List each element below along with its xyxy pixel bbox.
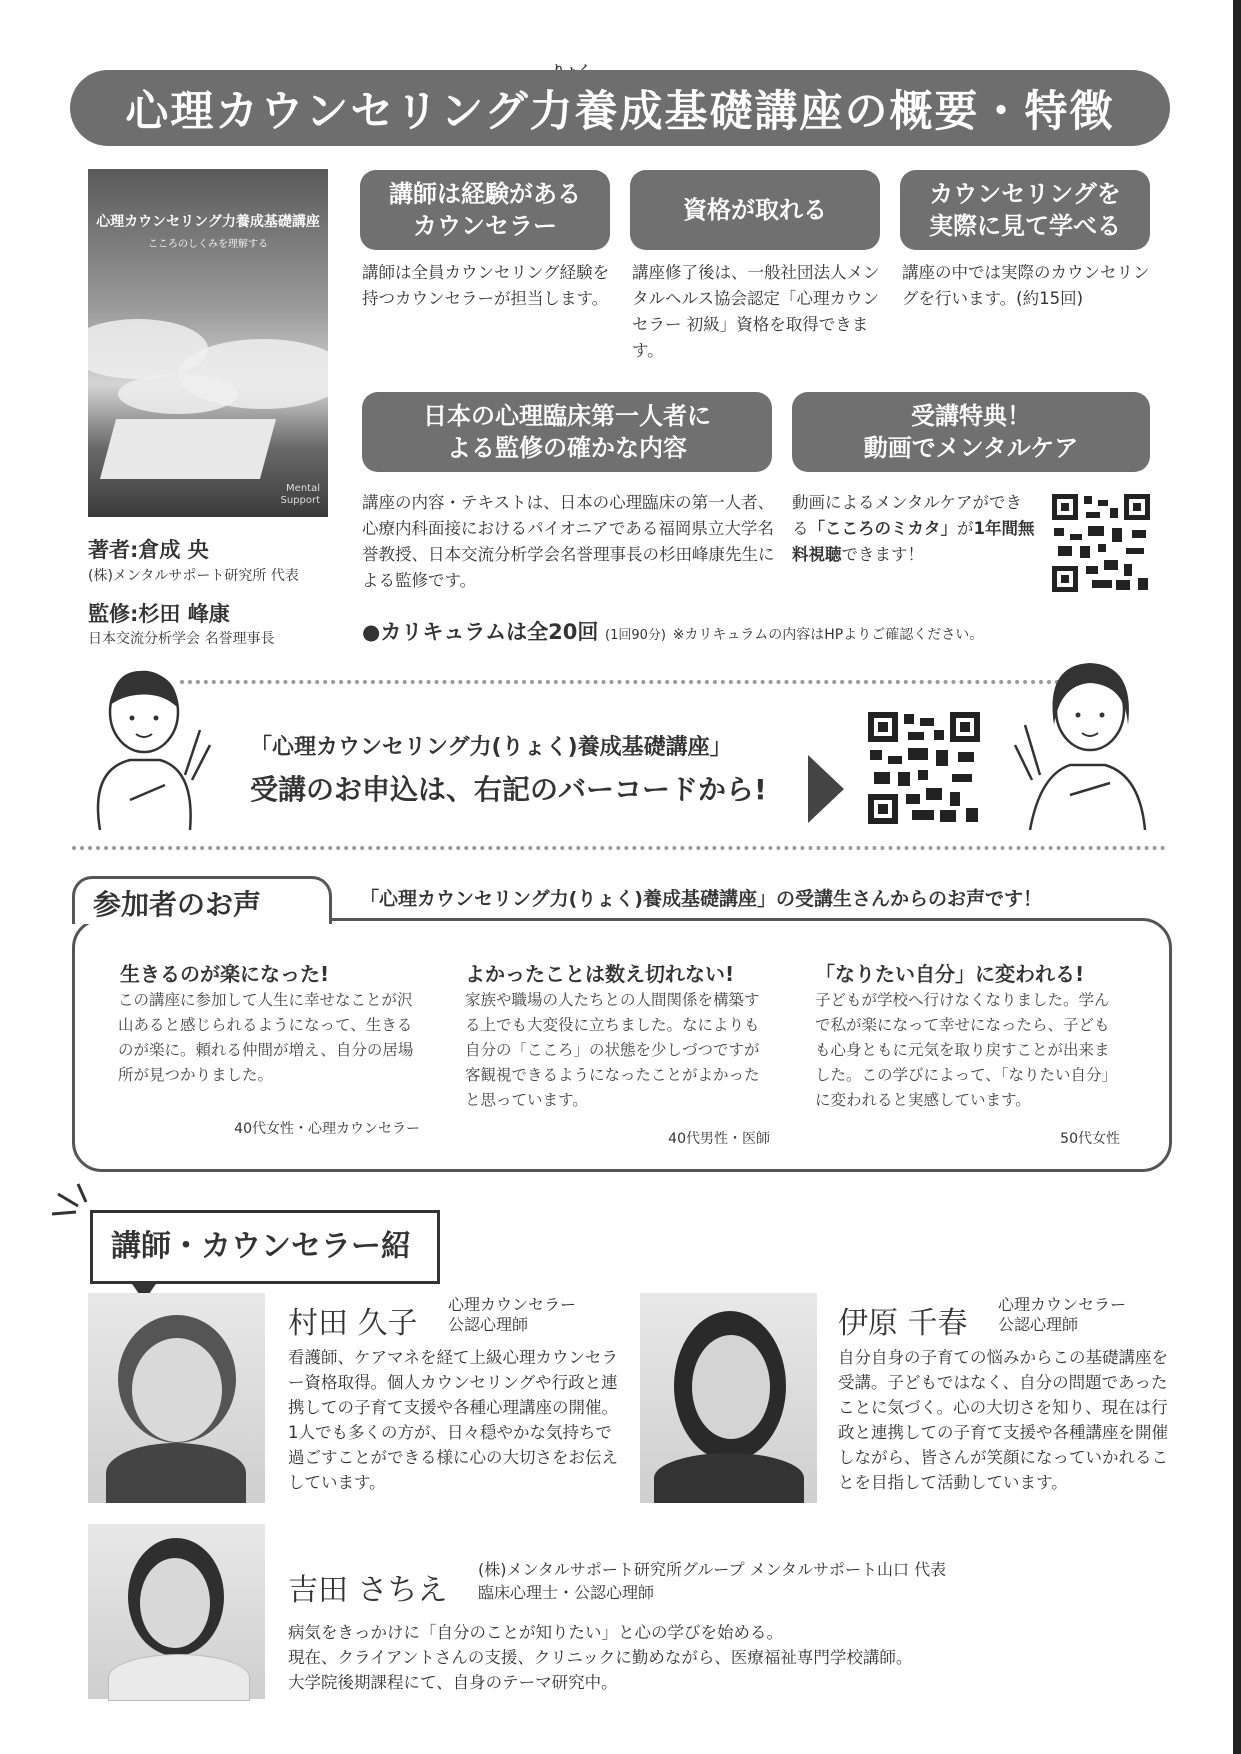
feature-desc-5: 動画によるメンタルケアができる「こころのミカタ」が1年間無料視聴できます！ [792,493,1035,564]
voice-2-text: 家族や職場の人たちとの人間関係を構築する上でも大変役に立ちました。なによりも自分の「こころ」の状態を少しづつですが客観視できるようになったことがよかったと思っています。 [465,991,760,1109]
author-label: 著者:倉成 央 [88,538,209,562]
instructor-2-role-2: 公認心理師 [998,1315,1079,1334]
divider-dotted-top [180,680,1060,684]
instructor-3-role-1: (株)メンタルサポート研究所グループ メンタルサポート山口 代表 [478,1560,947,1579]
instructor-2-role-1: 心理カウンセラー [998,1295,1127,1314]
instructor-1-role-2: 公認心理師 [448,1315,529,1334]
feature-certification: 資格が取れる [630,170,880,250]
instructors-heading: 講師・カウンセラー紹 [111,1229,411,1264]
illustration-left-person [70,660,220,830]
instructor-2-photo [640,1293,817,1503]
feature-desc-1: 講師は全員カウンセリング経験を持つカウンセラーが担当します。 [362,263,610,308]
instructor-3-photo [88,1524,265,1699]
instructor-1-name: 村田 久子 [288,1306,418,1341]
instructor-3-bio: 病気をきっかけに「自分のことが知りたい」と心の学びを始める。 現在、クライアントさんの支援、クリニックに勤めながら、医療福祉専門学校講師。 大学院後期課程にて、自身のテーマ研究中。 [288,1623,913,1692]
apply-line-2: 受講のお申込は、右記のバーコードから! [250,773,767,806]
book-title: 心理カウンセリング力養成基礎講座 [96,214,320,230]
qr-code-video[interactable] [1052,494,1150,592]
illustration-right-person [1010,655,1160,830]
book-brand: Mental Support [280,483,320,506]
voice-3-title: 「なりたい自分」に変われる! [815,962,1085,986]
voice-3-who: 50代女性 [1060,1131,1120,1147]
feature-experienced-counselor: 講師は経験がある カウンセラー [360,170,610,250]
voice-3-text: 子どもが学校へ行けなくなりました。学んで私が楽になって幸せになったら、子どもも心身ともに元気を取り戻すことが出来ました。この学びによって、「なりたい自分」に変われると実感しています。 [815,991,1117,1109]
right-edge-bar [1233,0,1241,1754]
voice-1-title: 生きるのが楽になった! [120,962,330,986]
instructor-1-role-1: 心理カウンセラー [448,1295,577,1314]
instructor-2-name: 伊原 千春 [838,1306,968,1341]
feature-watch-and-learn: カウンセリングを 実際に見て学べる [900,170,1150,250]
feature-supervision: 日本の心理臨床第一人者に よる監修の確かな内容 [362,392,772,472]
book-cover-image [88,169,328,517]
supervisor-label: 監修:杉田 峰康 [88,602,230,626]
feature-desc-2: 講座修了後は、一般社団法人メンタルヘルス協会認定「心理カウンセラー 初級」資格を取得できます。 [632,263,880,360]
divider-dotted-bottom [72,846,1166,850]
voice-2-who: 40代男性・医師 [668,1131,770,1147]
instructor-1-photo [88,1293,265,1503]
instructor-3-name: 吉田 さちえ [288,1573,448,1608]
voices-tab: 参加者のお声 [72,876,332,924]
apply-line-1: 「心理カウンセリング力(りょく)養成基礎講座」 [250,735,732,760]
feature-desc-4: 講座の内容・テキストは、日本の心理臨床の第一人者、心療内科面接におけるパイオニアである福岡県立大学名誉教授、日本交流分析学会名誉理事長の杉田峰康先生による監修です。 [362,493,775,590]
curriculum-line: ●カリキュラムは全20回 (1回90分) ※カリキュラムの内容はHPよりご確認ください。 [362,620,984,644]
author-org: (株)メンタルサポート研究所 代表 [88,568,299,584]
instructor-3-role-2: 臨床心理士・公認心理師 [478,1583,655,1602]
page-title: 心理カウンセリング力養成基礎講座の概要・特徴 [70,70,1170,146]
feature-desc-3: 講座の中では実際のカウンセリングを行います。(約15回) [902,263,1150,308]
voices-intro: 「心理カウンセリング力(りょく)養成基礎講座」の受講生さんからのお声です！ [360,888,1042,910]
instructor-2-bio: 自分自身の子育ての悩みからこの基礎講座を受講。子どもではなく、自分の問題であったことに気づく。心の大切さを知り、現在は行政と連携しての子育て支援や各種講座を開催しながら、皆さんが笑顔になっていかれることを目指して活動しています。 [838,1348,1168,1492]
arrow-right-icon [808,755,844,823]
instructors-heading-box [90,1210,440,1284]
qr-code-apply[interactable] [868,712,980,824]
voice-2-title: よかったことは数え切れない! [465,962,735,986]
feature-bonus-video: 受講特典！ 動画でメンタルケア [792,392,1150,472]
supervisor-org: 日本交流分析学会 名誉理事長 [88,631,275,647]
voice-1-text: この講座に参加して人生に幸せなことが沢山あると感じられるようになって、生きるのが楽に。頼れる仲間が増え、自分の居場所が見つかりました。 [118,991,414,1084]
voice-1-who: 40代女性・心理カウンセラー [234,1121,420,1137]
instructor-1-bio: 看護師、ケアマネを経て上級心理カウンセラー資格取得。個人カウンセリングや行政と連携しての子育て支援や各種心理講座の開催。 1人でも多くの方が、日々穏やかな気持ちで過ごすことができる様に心の大切さをお伝えしています。 [288,1348,618,1492]
book-subtitle: こころのしくみを理解する [148,239,268,250]
